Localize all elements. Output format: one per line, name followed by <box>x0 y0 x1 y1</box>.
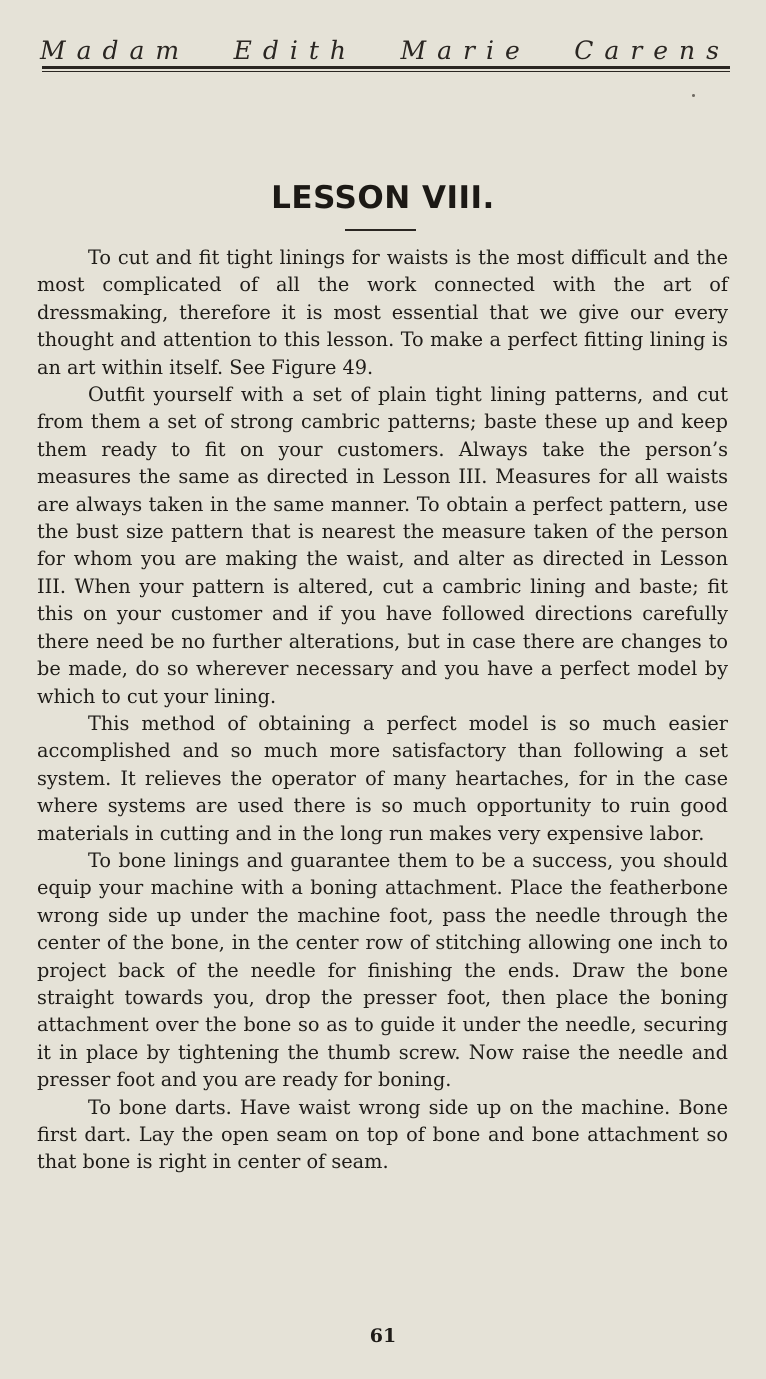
paragraph: To cut and fit tight linings for waists is the most difficult and the most complicated of all the work connected with the art of dressmaking, therefore it is most essential that we give our every thought and attention to this lesson. To make a perfect fitting lining is an art within itself. See Figure 49. <box>37 246 728 379</box>
title-underline <box>345 229 416 231</box>
header-rule-thick <box>42 66 730 69</box>
page-number: 61 <box>369 1325 397 1347</box>
running-head-word: Edith <box>233 36 358 65</box>
lesson-title: LESSON VIII. <box>271 180 495 216</box>
running-head <box>40 36 730 65</box>
paragraph: To bone darts. Have waist wrong side up on the machine. Bone first dart. Lay the open seam on top of bone and bone attachment so that bone is right in center of seam. <box>37 1095 728 1174</box>
paragraph: Outfit yourself with a set of plain tight lining patterns, and cut from them a set of strong cambric patterns; baste these up and keep them ready to fit on your customers. Always take the person’s measures the same as directed in Lesson III. Measures for all waists are always taken in the same manner. To obtain a perfect pattern, use the bust size pattern that is nearest the measure taken of the person for whom you are making the waist, and alter as directed in Lesson III. When your pattern is altered, cut a cambric lining and baste; fit this on your customer and if you have followed directions carefully there need be no further alterations, but in case there are changes to be made, do so wherever necessary and you have a perfect model by which to cut your lining. <box>37 383 728 708</box>
paragraph: To bone linings and guarantee them to be a success, you should equip your machine with a boning attachment. Place the featherbone wrong side up under the machine foot, pass the needle through the center of the bone, in the center row of stitching allowing one inch to project back of the needle for finishing the ends. Draw the bone straight towards you, drop the presser foot, then place the boning attachment over the bone so as to guide it under the needle, securing it in place by tightening the thumb screw. Now raise the needle and presser foot and you are ready for boning. <box>37 848 728 1092</box>
running-head-word: Carens <box>574 36 730 65</box>
body-text <box>37 244 728 1176</box>
paragraph: This method of obtaining a perfect model is so much easier accomplished and so much more satisfactory than following a set system. It relieves the operator of many heartaches, for in the case where systems are used there is so much opportunity to ruin good materials in cutting and in the long run makes very expensive labor. <box>37 711 728 845</box>
running-head-word: Marie <box>400 36 531 65</box>
header-rule-thin <box>42 71 730 72</box>
print-speck <box>692 94 695 97</box>
running-head-word: Madam <box>40 36 191 65</box>
